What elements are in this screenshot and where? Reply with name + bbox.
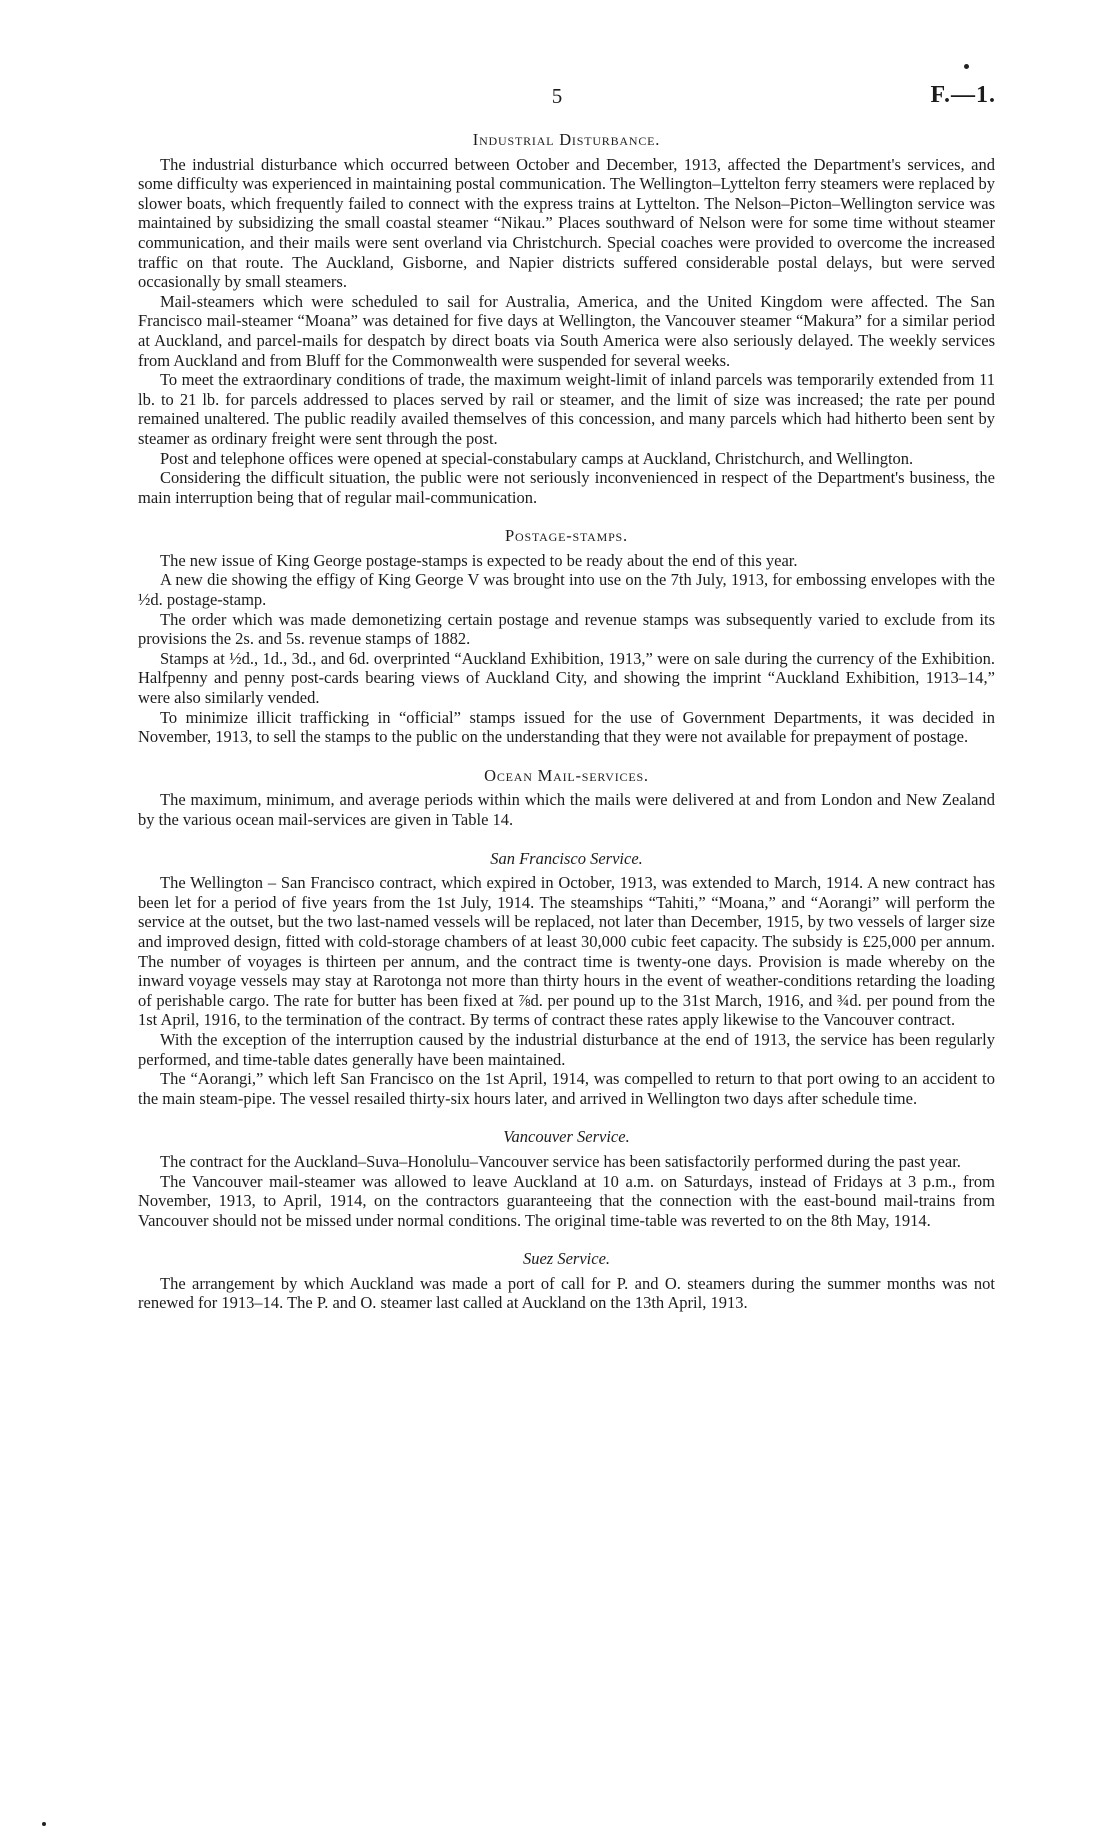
section-heading: Suez Service. (522, 1249, 611, 1269)
body-paragraph: With the exception of the interruption caused by the industrial disturbance at the end of 1913, the service has been regularly performed, and time-table dates generally have been maintained. (138, 1029, 995, 1069)
document-section (138, 1249, 995, 1313)
body-paragraph: Considering the difficult situation, the public were not seriously inconvenienced in respect of the Department's business, the main interruption being that of regular mail-communication. (138, 468, 995, 507)
body-paragraph: The contract for the Auckland–Suva–Honolulu–Vancouver service has been satisfactorily performed during the past year. (160, 1151, 961, 1171)
section-heading: San Francisco Service. (490, 848, 643, 868)
document-section (138, 130, 995, 507)
body-paragraph: The arrangement by which Auckland was made a port of call for P. and O. steamers during the summer months was not renewed for 1913–14. The P. and O. steamer last called at Auckland on the 13th April, 1913. (138, 1273, 995, 1313)
body-paragraph: To meet the extraordinary conditions of trade, the maximum weight-limit of inland parcels was temporarily extended from 11 lb. to 21 lb. for parcels addressed to places served by rail or steamer, and the limit of size was increased; the rate per pound remained unaltered. The public readily availed themselves of this concession, and many parcels which had hitherto been sent by steamer as ordinary freight were sent through the post. (138, 370, 995, 448)
document-section (138, 1127, 995, 1230)
body-paragraph: The order which was made demonetizing certain postage and revenue stamps was subsequently varied to exclude from its provisions the 2s. and 5s. revenue stamps of 1882. (138, 609, 995, 649)
text-column (138, 130, 995, 1332)
margin-dot (42, 1822, 46, 1826)
section-heading: Industrial Disturbance. (472, 130, 661, 149)
section-heading: Vancouver Service. (503, 1127, 630, 1147)
document-section (138, 526, 995, 747)
body-paragraph: The “Aorangi,” which left San Francisco on the 1st April, 1914, was compelled to return to that port owing to an accident to the main steam-pipe. The vessel resailed thirty-six hours later, and arrived in Wellington two days after schedule time. (138, 1069, 995, 1108)
body-paragraph: A new die showing the effigy of King George V was brought into use on the 7th July, 1913, for embossing envelopes with the ½d. postage-stamp. (138, 570, 995, 610)
margin-dot (964, 64, 969, 69)
document-section (138, 766, 995, 830)
body-paragraph: The Wellington – San Francisco contract, which expired in October, 1913, was extended to March, 1914. A new contract has been let for a period of five years from the 1st July, 1914. The steamships “Tahiti,” “Moana,” and “Aorangi” will perform the service at the outset, but the two last-named vessels will be replaced, not later than December, 1915, by two vessels of larger size and improved design, fitted with cold-storage chambers of at least 30,000 cubic feet capacity. The subsidy is £25,000 per annum. The number of voyages is thirteen per annum, and the contract time is twenty-one days. Provision is made whereby on the inward voyage vessels may stay at Rarotonga not more than thirty hours in the event of weather-conditions retarding the loading of perishable cargo. The rate for butter has been fixed at ⅞d. per pound up to the 31st March, 1916, and ¾d. per pound from the 1st April, 1916, to the termination of the contract. By terms of contract these rates apply likewise to the Vancouver contract. (138, 873, 995, 1030)
section-heading: Ocean Mail-services. (484, 765, 649, 785)
page-number: 5 (551, 84, 563, 108)
body-paragraph: The Vancouver mail-steamer was allowed to leave Auckland at 10 a.m. on Saturdays, instead of Fridays at 3 p.m., from November, 1913, to April, 1914, on the contractors guaranteeing that the connection with the east-bound mail-trains from Vancouver should not be missed under normal conditions. The original time-table was reverted to on the 8th May, 1914. (138, 1171, 995, 1230)
body-paragraph: Stamps at ½d., 1d., 3d., and 6d. overprinted “Auckland Exhibition, 1913,” were on sale during the currency of the Exhibition. Halfpenny and penny post-cards bearing views of Auckland City, and showing the imprint “Auckland Exhibition, 1913–14,” were also similarly vended. (138, 648, 995, 708)
body-paragraph: The new issue of King George postage-stamps is expected to be ready about the end of this year. (160, 550, 798, 570)
document-section (138, 849, 995, 1109)
page-reference: F.—1. (930, 82, 996, 108)
section-heading: Postage-stamps. (505, 526, 628, 546)
body-paragraph: The industrial disturbance which occurred between October and December, 1913, affected the Department's services, and some difficulty was experienced in maintaining postal communication. The Wellington–Lyttelton ferry steamers were replaced by slower boats, which frequently failed to connect with the express trains at Lyttelton. The Nelson–Picton–Wellington service was maintained by subsidizing the small coastal steamer “Nikau.” Places southward of Nelson were for some time without steamer communication, and their mails were sent overland via Christchurch. Special coaches were provided to overcome the increased traffic on that route. The Auckland, Gisborne, and Napier districts suffered considerable postal delays, but were served occasionally by small steamers. (138, 154, 995, 292)
body-paragraph: Mail-steamers which were scheduled to sail for Australia, America, and the United Kingdom were affected. The San Francisco mail-steamer “Moana” was detained for five days at Wellington, the Vancouver steamer “Makura” for a similar period at Auckland, and parcel-mails for despatch by direct boats via South America were also seriously delayed. The weekly services from Auckland and from Bluff for the Commonwealth were suspended for several weeks. (138, 291, 995, 370)
body-paragraph: Post and telephone offices were opened at special-constabulary camps at Auckland, Christchurch, and Wellington. (160, 448, 914, 468)
body-paragraph: To minimize illicit trafficking in “official” stamps issued for the use of Government Departments, it was decided in November, 1913, to sell the stamps to the public on the understanding that they were not available for prepayment of postage. (138, 707, 995, 747)
body-paragraph: The maximum, minimum, and average periods within which the mails were delivered at and from London and New Zealand by the various ocean mail-services are given in Table 14. (138, 790, 995, 829)
